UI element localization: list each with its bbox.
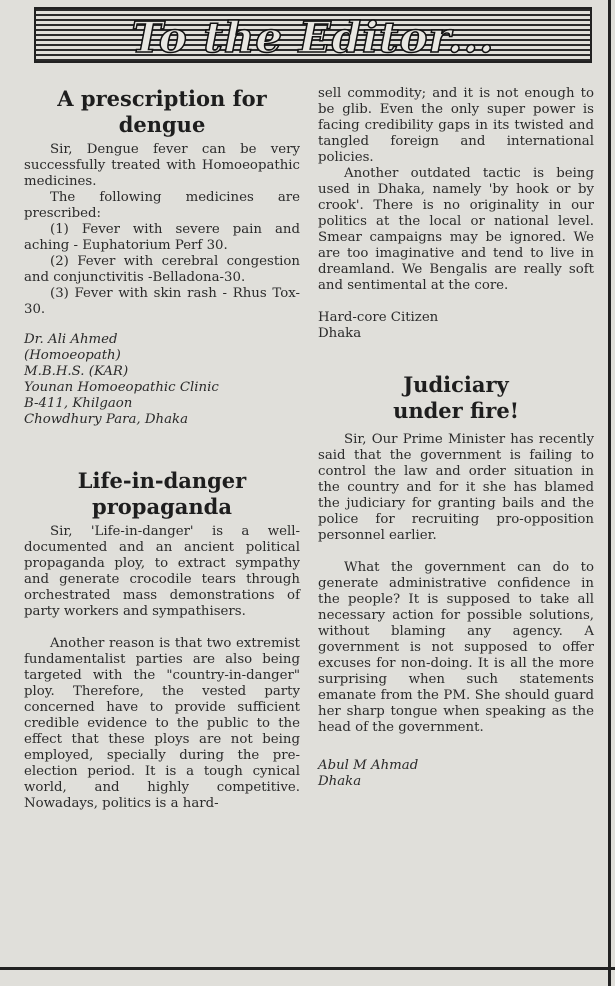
section-title: To the Editor... (131, 13, 495, 62)
paragraph: Sir, Dengue fever can be very successfully treated with Homoeopathic medicines. (24, 142, 300, 189)
signature: Abul M Ahmad Dhaka (318, 758, 419, 789)
paragraph: The following medicines are prescribed: (24, 190, 300, 221)
bottom-rule (0, 967, 615, 970)
list-item: (1) Fever with severe pain and aching - Euphatorium Perf 30. (24, 222, 300, 253)
masthead (34, 7, 592, 63)
letter-title: Judiciary under fire! (393, 372, 519, 423)
letter-dengue (24, 86, 300, 428)
paragraph: Sir, 'Life-in-danger' is a well-documented and an ancient political propaganda ploy, to extract sympathy and generate crocodile tears through orchestrated mass demonstrations of party workers and sympathisers. (24, 524, 300, 619)
letter-judiciary (318, 372, 594, 790)
paragraph-continued: sell commodity; and it is not enough to be glib. Even the only super power is facing credibility gaps in its twisted and tangled foreign and international policies. (318, 86, 594, 165)
left-column (24, 86, 300, 812)
column-rule (608, 0, 611, 986)
right-column (318, 86, 594, 790)
list-item: (3) Fever with skin rash - Rhus Tox-30. (24, 286, 300, 317)
paragraph: What the government can do to generate administrative confidence in the people? It is supposed to take all necessary action for possible solutions, without blaming any agency. A government is not supposed to offer excuses for non-doing. It is all the more surprising when such statements emanate from the PM. She should guard her sharp tongue when speaking as the head of the government. (318, 560, 594, 735)
letter-title: A prescription for dengue (57, 86, 267, 137)
paragraph: Another reason is that two extremist fundamentalist parties are also being targeted with the "country-in-danger" ploy. Therefore, the vested party concerned have to provide sufficient credible evidence to the public to the effect that these ploys are not being employed, specially during the pre-election period. It is a tough cynical world, and highly competitive. Nowadays, politics is a hard- (24, 636, 300, 811)
letter-title: Life-in-danger propaganda (77, 468, 247, 519)
signature: Dr. Ali Ahmed (Homoeopath) M.B.H.S. (KAR) Younan Homoeopathic Clinic B-411, Khilgaon Chowdhury Para, Dhaka (24, 332, 219, 427)
letter-life-in-danger (24, 468, 300, 812)
paragraph: Another outdated tactic is being used in Dhaka, namely 'by hook or by crook'. There is no originality in our politics at the local or national level. Smear campaigns may be ignored. We are too imaginative and tend to live in dreamland. We Bengalis are really soft and sentimental at the core. (318, 166, 594, 293)
signature: Hard-core Citizen Dhaka (318, 310, 439, 341)
paragraph: Sir, Our Prime Minister has recently said that the government is failing to control the law and order situation in the country and for it she has blamed the judiciary for granting bails and the police for recruiting pro-opposition personnel earlier. (318, 432, 594, 543)
list-item: (2) Fever with cerebral congestion and conjunctivitis -Belladona-30. (24, 254, 300, 285)
